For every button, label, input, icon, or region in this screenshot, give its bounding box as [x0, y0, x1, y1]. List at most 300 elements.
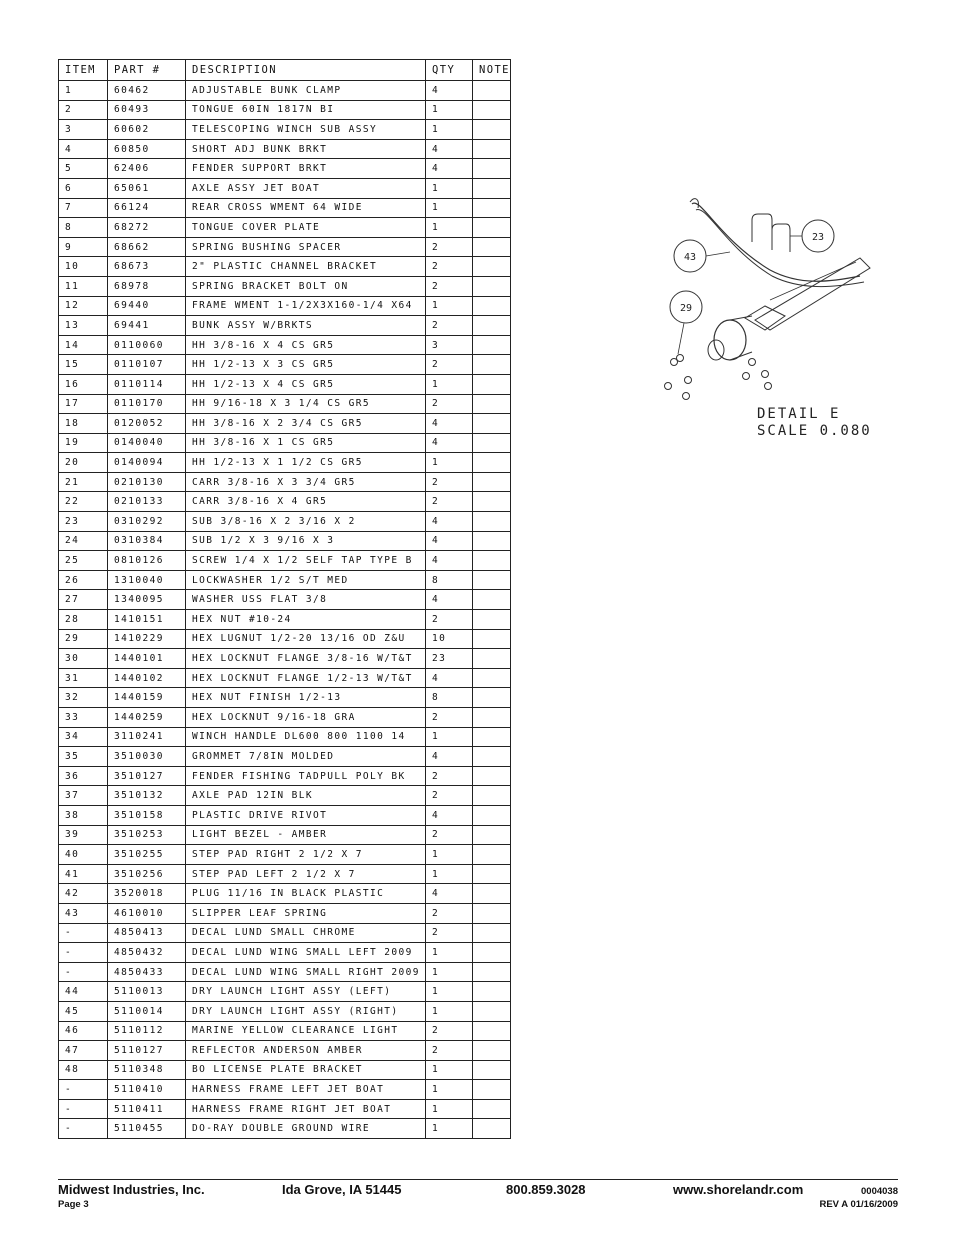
item-cell: 12: [59, 296, 108, 316]
qty-cell: 4: [426, 139, 473, 159]
table-row: [59, 962, 511, 982]
note-cell: [473, 825, 511, 845]
item-cell: 17: [59, 394, 108, 414]
table-row: [59, 864, 511, 884]
qty-cell: 2: [426, 276, 473, 296]
part-number-cell: 68673: [108, 257, 186, 277]
table-row: [59, 120, 511, 140]
table-row: [59, 845, 511, 865]
qty-cell: 1: [426, 1001, 473, 1021]
item-cell: -: [59, 1099, 108, 1119]
part-number-cell: 5110411: [108, 1099, 186, 1119]
item-cell: 1: [59, 81, 108, 101]
note-cell: [473, 903, 511, 923]
qty-cell: 23: [426, 649, 473, 669]
qty-cell: 1: [426, 1099, 473, 1119]
description-cell: DRY LAUNCH LIGHT ASSY (LEFT): [186, 982, 426, 1002]
part-number-cell: 0210130: [108, 472, 186, 492]
description-cell: FRAME WMENT 1-1/2X3X160-1/4 X64: [186, 296, 426, 316]
note-cell: [473, 727, 511, 747]
qty-cell: 3: [426, 335, 473, 355]
table-row: [59, 923, 511, 943]
description-cell: BUNK ASSY W/BRKTS: [186, 316, 426, 336]
note-cell: [473, 982, 511, 1002]
description-cell: WINCH HANDLE DL600 800 1100 14: [186, 727, 426, 747]
hub-body-shape: [730, 316, 752, 360]
qty-cell: 2: [426, 708, 473, 728]
qty-cell: 1: [426, 374, 473, 394]
qty-cell: 2: [426, 610, 473, 630]
qty-cell: 1: [426, 178, 473, 198]
item-cell: 22: [59, 492, 108, 512]
table-row: [59, 727, 511, 747]
qty-cell: 10: [426, 629, 473, 649]
part-number-cell: 0110060: [108, 335, 186, 355]
description-cell: PLUG 11/16 IN BLACK PLASTIC: [186, 884, 426, 904]
item-cell: 31: [59, 668, 108, 688]
item-cell: 7: [59, 198, 108, 218]
note-cell: [473, 120, 511, 140]
u-bolt-shape-2: [772, 224, 790, 252]
note-cell: [473, 335, 511, 355]
description-cell: HARNESS FRAME LEFT JET BOAT: [186, 1080, 426, 1100]
description-cell: AXLE ASSY JET BOAT: [186, 178, 426, 198]
item-cell: 10: [59, 257, 108, 277]
table-row: [59, 1060, 511, 1080]
table-row: [59, 688, 511, 708]
item-cell: 47: [59, 1041, 108, 1061]
description-cell: HEX LOCKNUT 9/16-18 GRA: [186, 708, 426, 728]
description-cell: HH 3/8-16 X 4 CS GR5: [186, 335, 426, 355]
table-row: [59, 139, 511, 159]
frame-rail-shape: [755, 258, 870, 330]
part-number-cell: 5110014: [108, 1001, 186, 1021]
description-cell: REAR CROSS WMENT 64 WIDE: [186, 198, 426, 218]
table-row: [59, 237, 511, 257]
part-number-cell: 1440159: [108, 688, 186, 708]
table-row: [59, 257, 511, 277]
description-cell: SUB 1/2 X 3 9/16 X 3: [186, 531, 426, 551]
note-cell: [473, 296, 511, 316]
table-row: [59, 1119, 511, 1139]
qty-cell: 2: [426, 766, 473, 786]
callout-29-leader: [678, 323, 684, 354]
note-cell: [473, 355, 511, 375]
note-cell: [473, 1099, 511, 1119]
note-cell: [473, 453, 511, 473]
qty-cell: 1: [426, 727, 473, 747]
part-number-cell: 3510253: [108, 825, 186, 845]
note-cell: [473, 629, 511, 649]
table-row: [59, 159, 511, 179]
item-cell: 2: [59, 100, 108, 120]
item-cell: 9: [59, 237, 108, 257]
part-number-cell: 5110410: [108, 1080, 186, 1100]
note-cell: [473, 316, 511, 336]
part-number-cell: 4850413: [108, 923, 186, 943]
part-number-cell: 60462: [108, 81, 186, 101]
part-number-cell: 1440102: [108, 668, 186, 688]
detail-e-drawing: [660, 190, 880, 420]
table-row: [59, 453, 511, 473]
item-cell: 34: [59, 727, 108, 747]
note-cell: [473, 100, 511, 120]
part-number-cell: 0140094: [108, 453, 186, 473]
qty-cell: 2: [426, 903, 473, 923]
table-row: [59, 884, 511, 904]
description-cell: HEX LOCKNUT FLANGE 3/8-16 W/T&T: [186, 649, 426, 669]
item-cell: 44: [59, 982, 108, 1002]
note-cell: [473, 414, 511, 434]
note-cell: [473, 786, 511, 806]
description-cell: HARNESS FRAME RIGHT JET BOAT: [186, 1099, 426, 1119]
part-number-cell: 0210133: [108, 492, 186, 512]
item-cell: -: [59, 962, 108, 982]
detail-scale: SCALE 0.080: [757, 423, 872, 439]
table-row: [59, 747, 511, 767]
note-cell: [473, 374, 511, 394]
qty-cell: 4: [426, 512, 473, 532]
item-cell: 46: [59, 1021, 108, 1041]
note-cell: [473, 237, 511, 257]
part-number-cell: 5110455: [108, 1119, 186, 1139]
part-number-cell: 5110112: [108, 1021, 186, 1041]
item-cell: 8: [59, 218, 108, 238]
note-cell: [473, 649, 511, 669]
callout-43-label: 43: [683, 252, 697, 263]
callout-23-label: 23: [811, 232, 825, 243]
note-cell: [473, 1060, 511, 1080]
qty-cell: 2: [426, 355, 473, 375]
table-row: [59, 1080, 511, 1100]
part-number-cell: 0310292: [108, 512, 186, 532]
footer-divider: [58, 1179, 898, 1180]
item-cell: 4: [59, 139, 108, 159]
qty-cell: 2: [426, 786, 473, 806]
description-cell: FENDER FISHING TADPULL POLY BK: [186, 766, 426, 786]
table-row: [59, 649, 511, 669]
table-row: [59, 590, 511, 610]
note-cell: [473, 218, 511, 238]
item-cell: 40: [59, 845, 108, 865]
qty-cell: 1: [426, 453, 473, 473]
item-cell: 45: [59, 1001, 108, 1021]
note-cell: [473, 198, 511, 218]
footer-doc-number: 0004038: [861, 1186, 898, 1197]
part-number-cell: 3510127: [108, 766, 186, 786]
note-cell: [473, 512, 511, 532]
description-cell: HH 1/2-13 X 1 1/2 CS GR5: [186, 453, 426, 473]
part-number-cell: 4610010: [108, 903, 186, 923]
table-row: [59, 355, 511, 375]
detail-title: DETAIL E: [757, 406, 841, 422]
note-cell: [473, 257, 511, 277]
table-row: [59, 805, 511, 825]
note-cell: [473, 1080, 511, 1100]
note-cell: [473, 551, 511, 571]
table-row: [59, 1099, 511, 1119]
item-cell: -: [59, 943, 108, 963]
part-number-cell: 3510255: [108, 845, 186, 865]
description-cell: DECAL LUND WING SMALL LEFT 2009: [186, 943, 426, 963]
table-row: [59, 825, 511, 845]
note-cell: [473, 492, 511, 512]
note-cell: [473, 1021, 511, 1041]
note-cell: [473, 923, 511, 943]
description-cell: SLIPPER LEAF SPRING: [186, 903, 426, 923]
description-cell: ADJUSTABLE BUNK CLAMP: [186, 81, 426, 101]
item-cell: 39: [59, 825, 108, 845]
note-cell: [473, 864, 511, 884]
item-cell: -: [59, 1080, 108, 1100]
qty-cell: 4: [426, 433, 473, 453]
qty-cell: 1: [426, 198, 473, 218]
item-cell: 29: [59, 629, 108, 649]
part-number-cell: 3110241: [108, 727, 186, 747]
qty-cell: 2: [426, 1041, 473, 1061]
description-cell: MARINE YELLOW CLEARANCE LIGHT: [186, 1021, 426, 1041]
table-row: [59, 943, 511, 963]
item-cell: 14: [59, 335, 108, 355]
table-row: [59, 472, 511, 492]
description-cell: FENDER SUPPORT BRKT: [186, 159, 426, 179]
item-cell: 27: [59, 590, 108, 610]
description-cell: STEP PAD LEFT 2 1/2 X 7: [186, 864, 426, 884]
table-row: [59, 512, 511, 532]
qty-cell: 1: [426, 100, 473, 120]
part-number-cell: 3510256: [108, 864, 186, 884]
item-cell: 16: [59, 374, 108, 394]
part-number-cell: 1340095: [108, 590, 186, 610]
table-row: [59, 492, 511, 512]
u-bolt-shape: [752, 214, 772, 246]
description-cell: AXLE PAD 12IN BLK: [186, 786, 426, 806]
note-cell: [473, 747, 511, 767]
description-cell: PLASTIC DRIVE RIVOT: [186, 805, 426, 825]
item-cell: 25: [59, 551, 108, 571]
note-cell: [473, 943, 511, 963]
table-row: [59, 668, 511, 688]
note-cell: [473, 1119, 511, 1139]
table-row: [59, 276, 511, 296]
qty-cell: 2: [426, 316, 473, 336]
qty-cell: 4: [426, 747, 473, 767]
item-cell: 30: [59, 649, 108, 669]
part-number-cell: 66124: [108, 198, 186, 218]
qty-cell: 4: [426, 805, 473, 825]
part-number-cell: 0810126: [108, 551, 186, 571]
qty-cell: 4: [426, 668, 473, 688]
item-cell: 41: [59, 864, 108, 884]
footer-phone: 800.859.3028: [506, 1182, 586, 1197]
note-cell: [473, 570, 511, 590]
qty-cell: 1: [426, 1060, 473, 1080]
table-row: [59, 296, 511, 316]
description-cell: CARR 3/8-16 X 4 GR5: [186, 492, 426, 512]
item-cell: 21: [59, 472, 108, 492]
qty-cell: 1: [426, 1119, 473, 1139]
table-row: [59, 903, 511, 923]
part-number-cell: 69441: [108, 316, 186, 336]
footer-city: Ida Grove, IA 51445: [282, 1182, 402, 1197]
table-row: [59, 335, 511, 355]
description-cell: HEX NUT #10-24: [186, 610, 426, 630]
description-cell: LOCKWASHER 1/2 S/T MED: [186, 570, 426, 590]
callout-43-leader: [706, 252, 730, 256]
note-cell: [473, 805, 511, 825]
note-cell: [473, 531, 511, 551]
note-cell: [473, 472, 511, 492]
description-cell: REFLECTOR ANDERSON AMBER: [186, 1041, 426, 1061]
table-row: [59, 610, 511, 630]
note-cell: [473, 688, 511, 708]
qty-cell: 2: [426, 492, 473, 512]
qty-cell: 1: [426, 120, 473, 140]
item-cell: 24: [59, 531, 108, 551]
table-row: [59, 316, 511, 336]
qty-cell: 8: [426, 688, 473, 708]
footer-company: Midwest Industries, Inc.: [58, 1182, 205, 1197]
table-row: [59, 374, 511, 394]
table-row: [59, 982, 511, 1002]
note-cell: [473, 766, 511, 786]
description-cell: DRY LAUNCH LIGHT ASSY (RIGHT): [186, 1001, 426, 1021]
table-row: [59, 178, 511, 198]
note-cell: [473, 433, 511, 453]
note-cell: [473, 668, 511, 688]
item-cell: 37: [59, 786, 108, 806]
item-cell: 38: [59, 805, 108, 825]
qty-cell: 4: [426, 159, 473, 179]
item-cell: 6: [59, 178, 108, 198]
description-cell: SPRING BUSHING SPACER: [186, 237, 426, 257]
qty-cell: 2: [426, 1021, 473, 1041]
description-cell: HEX LUGNUT 1/2-20 13/16 OD Z&U: [186, 629, 426, 649]
item-cell: 43: [59, 903, 108, 923]
part-number-cell: 62406: [108, 159, 186, 179]
part-number-cell: 3520018: [108, 884, 186, 904]
description-cell: HH 3/8-16 X 2 3/4 CS GR5: [186, 414, 426, 434]
description-cell: DECAL LUND WING SMALL RIGHT 2009: [186, 962, 426, 982]
description-cell: LIGHT BEZEL - AMBER: [186, 825, 426, 845]
note-cell: [473, 590, 511, 610]
footer-website: www.shorelandr.com: [673, 1182, 804, 1197]
note-cell: [473, 394, 511, 414]
table-row: [59, 629, 511, 649]
note-cell: [473, 610, 511, 630]
note-cell: [473, 1001, 511, 1021]
description-cell: HH 1/2-13 X 3 CS GR5: [186, 355, 426, 375]
description-cell: SHORT ADJ BUNK BRKT: [186, 139, 426, 159]
part-number-cell: 0110107: [108, 355, 186, 375]
item-cell: 32: [59, 688, 108, 708]
part-number-cell: 60850: [108, 139, 186, 159]
part-number-cell: 0120052: [108, 414, 186, 434]
qty-cell: 1: [426, 218, 473, 238]
hub-shape: [714, 320, 746, 360]
part-number-cell: 5110348: [108, 1060, 186, 1080]
part-number-cell: 5110013: [108, 982, 186, 1002]
part-number-cell: 3510158: [108, 805, 186, 825]
item-cell: 35: [59, 747, 108, 767]
qty-cell: 4: [426, 590, 473, 610]
note-cell: [473, 962, 511, 982]
item-cell: 20: [59, 453, 108, 473]
part-number-cell: 0110170: [108, 394, 186, 414]
description-cell: TELESCOPING WINCH SUB ASSY: [186, 120, 426, 140]
description-cell: BO LICENSE PLATE BRACKET: [186, 1060, 426, 1080]
qty-cell: 1: [426, 962, 473, 982]
part-number-cell: 1410229: [108, 629, 186, 649]
table-row: [59, 786, 511, 806]
qty-cell: 4: [426, 414, 473, 434]
qty-cell: 2: [426, 257, 473, 277]
qty-cell: 2: [426, 237, 473, 257]
qty-cell: 2: [426, 472, 473, 492]
item-cell: 42: [59, 884, 108, 904]
note-cell: [473, 276, 511, 296]
table-header-row: [59, 60, 511, 81]
note-cell: [473, 708, 511, 728]
item-cell: 11: [59, 276, 108, 296]
header-item: ITEM: [59, 60, 108, 81]
table-row: [59, 81, 511, 101]
part-number-cell: 69440: [108, 296, 186, 316]
item-cell: 19: [59, 433, 108, 453]
item-cell: 13: [59, 316, 108, 336]
part-number-cell: 68272: [108, 218, 186, 238]
part-number-cell: 0110114: [108, 374, 186, 394]
note-cell: [473, 178, 511, 198]
description-cell: SPRING BRACKET BOLT ON: [186, 276, 426, 296]
qty-cell: 1: [426, 864, 473, 884]
table-row: [59, 551, 511, 571]
part-number-cell: 68978: [108, 276, 186, 296]
table-row: [59, 394, 511, 414]
item-cell: 28: [59, 610, 108, 630]
table-row: [59, 1001, 511, 1021]
part-number-cell: 1440101: [108, 649, 186, 669]
header-qty: QTY: [426, 60, 473, 81]
part-number-cell: 1310040: [108, 570, 186, 590]
note-cell: [473, 845, 511, 865]
item-cell: 15: [59, 355, 108, 375]
parts-table-body: [59, 81, 511, 1139]
header-description: DESCRIPTION: [186, 60, 426, 81]
item-cell: 36: [59, 766, 108, 786]
qty-cell: 4: [426, 81, 473, 101]
description-cell: STEP PAD RIGHT 2 1/2 X 7: [186, 845, 426, 865]
item-cell: -: [59, 1119, 108, 1139]
description-cell: SCREW 1/4 X 1/2 SELF TAP TYPE B: [186, 551, 426, 571]
qty-cell: 1: [426, 845, 473, 865]
qty-cell: 1: [426, 1080, 473, 1100]
qty-cell: 4: [426, 551, 473, 571]
part-number-cell: 3510030: [108, 747, 186, 767]
part-number-cell: 60602: [108, 120, 186, 140]
callout-29-label: 29: [679, 303, 693, 314]
table-row: [59, 708, 511, 728]
footer-revision: REV A 01/16/2009: [819, 1199, 898, 1210]
table-row: [59, 100, 511, 120]
part-number-cell: 60493: [108, 100, 186, 120]
item-cell: 18: [59, 414, 108, 434]
description-cell: HH 9/16-18 X 3 1/4 CS GR5: [186, 394, 426, 414]
description-cell: TONGUE COVER PLATE: [186, 218, 426, 238]
part-number-cell: 0140040: [108, 433, 186, 453]
note-cell: [473, 159, 511, 179]
part-number-cell: 4850433: [108, 962, 186, 982]
